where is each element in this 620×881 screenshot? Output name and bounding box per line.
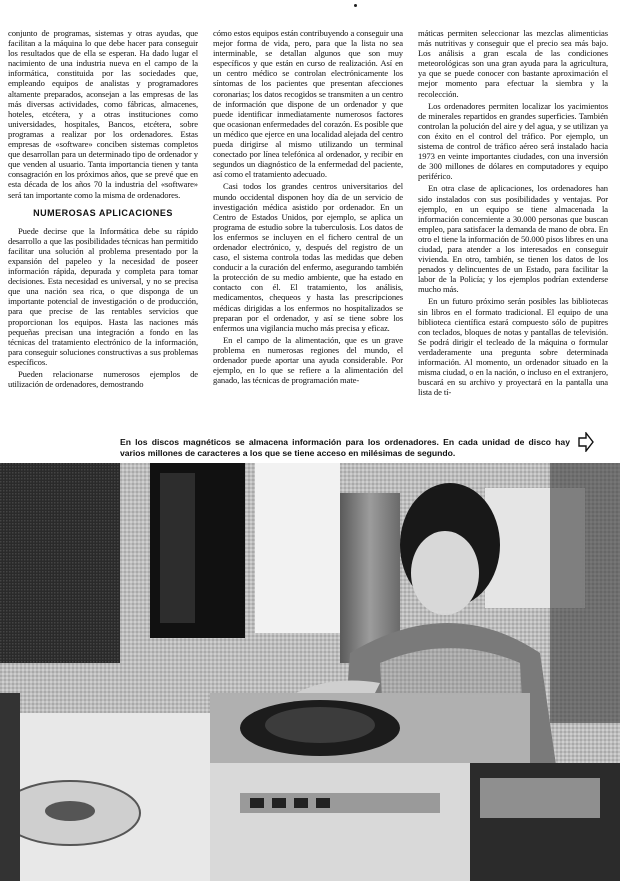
page-marker: [354, 4, 357, 7]
column-3: [418, 28, 608, 426]
paragraph: Los ordenadores permiten localizar los yacimientos de minerales repartidos en grandes superficies. También controlan la polución del aire y del agua, y se utilizan ya con éxito en el control del tráfico. Por ejemplo, un sistema de control de tráfico aéreo será instalado hacia 1973 en veinte importantes ciudades, con una inversión de 300 millones de dólares en computadores y equipo periférico.: [418, 100, 608, 182]
paragraph: En un futuro próximo serán posibles las bibliotecas sin libros en el formato tradicional. El equipo de una biblioteca científica estará compuesto sólo de pupitres con teclados, bloques de notas y pantallas de televisión. Se podrá dirigir el tecleado de la máquina o formular verdaderamente una pregunta sobre determinada información. Al momento, un ordenador situado en la misma ciudad, o en la nación, o incluso en el extranjero, buscará en su archivo y proyectará en la pantalla una lista de tí-: [418, 296, 608, 398]
arrow-right-icon: [578, 432, 594, 452]
section-heading: NUMEROSAS APLICACIONES: [33, 207, 173, 218]
article-body: [8, 28, 612, 426]
paragraph: cómo estos equipos están contribuyendo a conseguir una mejor forma de vida, pero, para que la lista no sea interminable, se detallan algunos que son muy específicos y que están en curso de realización. Así en un centro médico se controlan electrónicamente los síntomas de los pacientes que presentan afecciones coronarias; los datos recogidos se transmiten a un centro de información que dispone de un ordenador y que puede identificar inmediatamente numerosos factores que ocasionan enfermedades del corazón. Es posible que un médico que ejerce en una localidad alejada del centro pueda dirigirse al mismo utilizando un terminal conectado por línea telefónica al ordenador, y recibir en segundos un diagnóstico de la enfermedad del paciente, así como el tratamiento adecuado.: [213, 28, 403, 180]
paragraph: Pueden relacionarse numerosos ejemplos de utilización de ordenadores, demostrando: [8, 369, 198, 390]
column-1: [8, 28, 198, 426]
column-2: [213, 28, 403, 426]
paragraph: En el campo de la alimentación, que es un grave problema en numerosas regiones del mundo, el ordenador puede aportar una ayuda considerable. Por ejemplo, en lo que se refiere a la alimentación del ganado, las técnicas de programación mate-: [213, 334, 403, 386]
photo-caption: En los discos magnéticos se almacena información para los ordenadores. En cada unidad de disco hay varios millones de caracteres a los que se tiene acceso en milésimas de segundo.: [120, 437, 570, 458]
paragraph: Puede decirse que la Informática debe su rápido desarrollo a que las posibilidades técnicas han permitido facilitar una solución al problema presentado por la expansión del papeleo y la necesidad de poseer información rápida, depurada y completa para tomar decisiones. Esta necesidad es universal, y no se precisa que una nación sea rica, o que disponga de un importante potencial de investigación o de producción, para que precise de las rentables servicios que proporcionan los equipos. Hasta las naciones más pequeñas precisan una integración a fondo en las técnicas del tratamiento electrónico de la información, para conseguir soluciones constructivas a sus problemas específicos.: [8, 225, 198, 367]
paragraph: Casi todos los grandes centros universitarios del mundo occidental disponen hoy día de un servicio de investigación médica asistido por ordenador. En un Centro de Estados Unidos, por ejemplo, se aplica un programa de estudio sobre la tuberculosis. Los datos de los enfermos se incluyen en el fichero central de un ordenador electrónico, y, después del registro de un caso, el sistema controla todas las medidas que deben conducir a la curación del enfermo, asegurando también la protección de su medio ambiente, que ha estado en contacto con él. El tratamiento, los análisis, medicamentos, chequeos y hasta las prescripciones médicas dirigidas a los enfermos no hospitalizados se preparan por el ordenador, y así se tiene sobre los enfermos una vigilancia mucho más precisa y eficaz.: [213, 181, 403, 333]
paragraph: conjunto de programas, sistemas y otras ayudas, que facilitan a la máquina lo que debe hacer para conseguir los resultados que de ella se esperan. Ha dado lugar el nacimiento de una industria nueva en el campo de la informática, constituida por las sociedades que, empleando equipos de analistas y programadores altamente preparados, aconsejan a las empresas de las más diversas actividades, como fábricas, almacenes, hoteles, etcétera, y a otras instituciones como universidades, hospitales, Bancos, etcétera, sobre programas a realizar por los ordenadores. Estas empresas de «software» conciben sistemas completos que desarrollan para un determinado tipo de ordenador y que venden al usuario. Tanta importancia tienen y tanta consagración en los próximos años, que se prevé que en esta década de los años 70 la industria del «software» será tan importante como la misma de ordenadores.: [8, 28, 198, 200]
paragraph: En otra clase de aplicaciones, los ordenadores han sido instalados con sus posibilidades y ventajas. Por ejemplo, en un equipo se tiene almacenada la información concerniente a 30.000 personas que buscan empleo, para satisfacer la demanda de mano de obra. En otro el tiene la información de 50.000 pisos libres en una ciudad, para atender a los interesados en conseguir vivienda. En otro, también, se tienen los datos de los penados y delincuentes de un Estado, para facilitar la labor de la Policía; y los ejemplos podrían extenderse mucho más.: [418, 183, 608, 295]
paragraph: máticas permiten seleccionar las mezclas alimenticias más nutritivas y conseguir que el precio sea más bajo. Los análisis a gran escala de las condiciones meteorológicas son una gran ayuda para la agricultura, ya que se puede conocer con bastante aproximación el mejor momento para efectuar la siembra y la recolección.: [418, 28, 608, 99]
photograph-disk-operator: [0, 463, 620, 881]
